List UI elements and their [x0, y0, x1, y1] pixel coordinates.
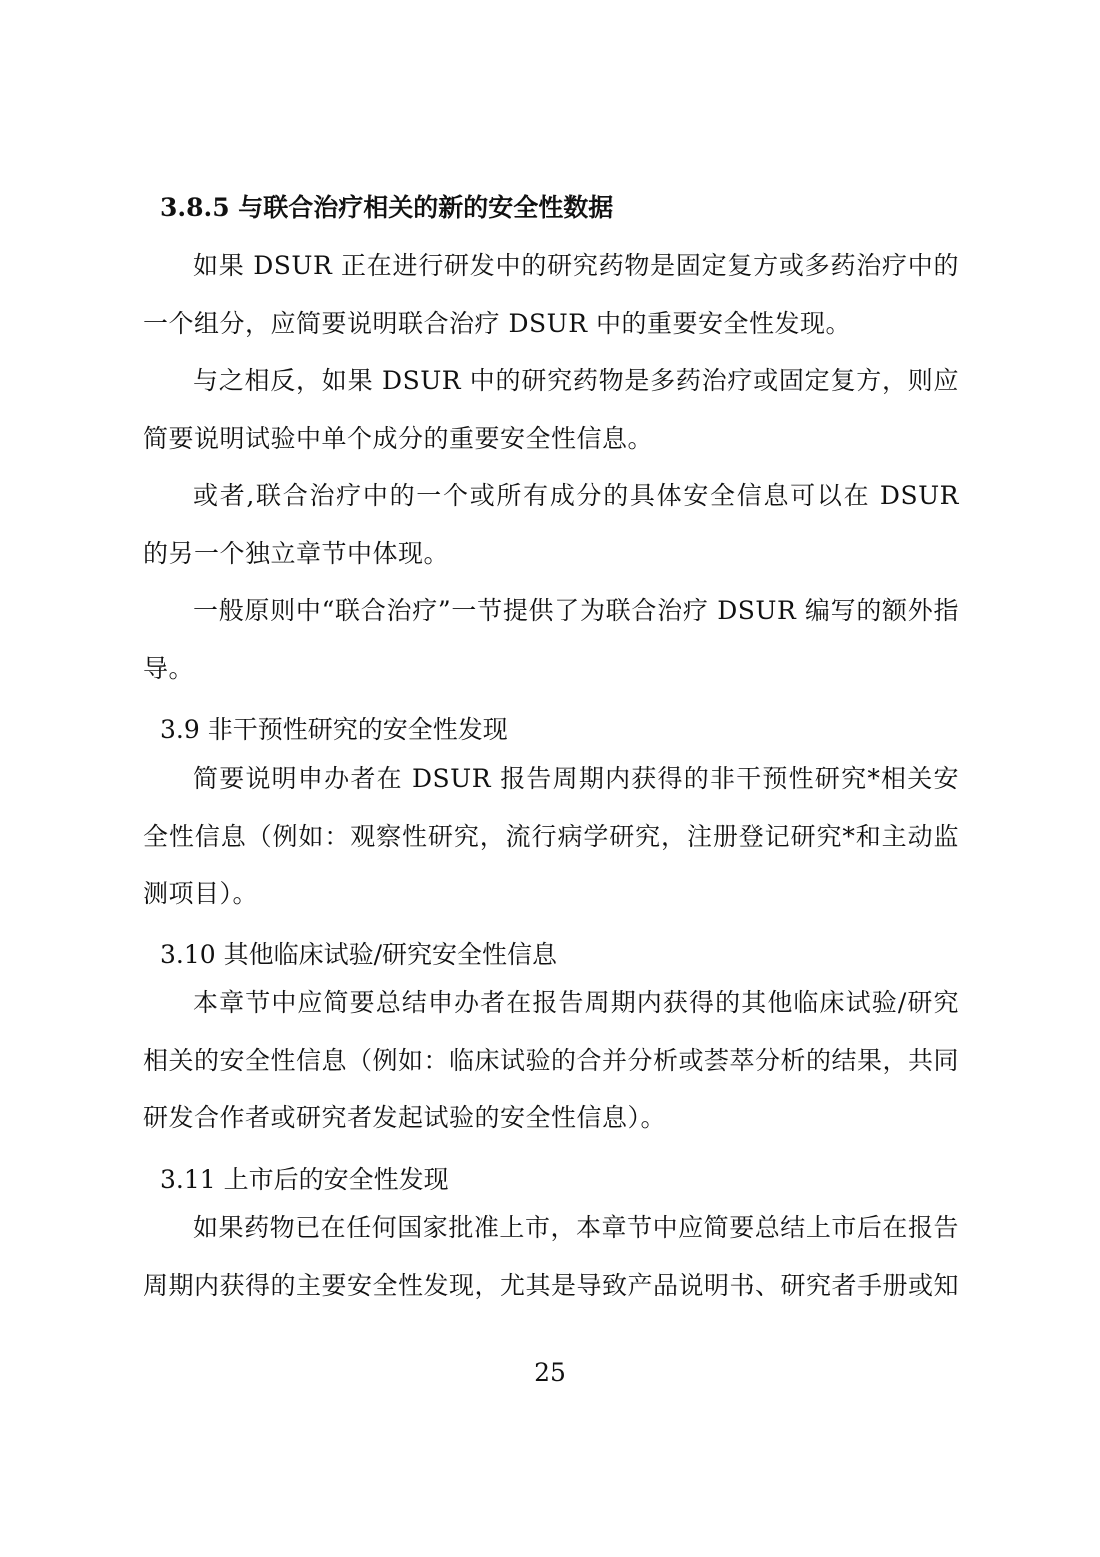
- paragraph: 本章节中应简要总结申办者在报告周期内获得的其他临床试验/研究相关的安全性信息（例如：临床试验的合并分析或荟萃分析的结果，共同研发合作者或研究者发起试验的安全性信息）。: [143, 988, 960, 1132]
- section-heading-3-9: 3.9 非干预性研究的安全性发现: [160, 715, 508, 744]
- paragraph: 如果药物已在任何国家批准上市，本章节中应简要总结上市后在报告周期内获得的主要安全性发现，尤其是导致产品说明书、研究者手册或知: [143, 1213, 960, 1300]
- paragraph: 一般原则中“联合治疗”一节提供了为联合治疗 DSUR 编写的额外指导。: [143, 596, 959, 683]
- page-number: 25: [534, 1358, 566, 1387]
- section-heading-3-11: 3.11 上市后的安全性发现: [160, 1165, 449, 1194]
- paragraph: 简要说明申办者在 DSUR 报告周期内获得的非干预性研究*相关安全性信息（例如：观察性研究，流行病学研究，注册登记研究*和主动监测项目）。: [143, 764, 959, 908]
- paragraph: 或者,联合治疗中的一个或所有成分的具体安全信息可以在 DSUR 的另一个独立章节中体现。: [143, 481, 959, 568]
- paragraph: 如果 DSUR 正在进行研发中的研究药物是固定复方或多药治疗中的一个组分，应简要说明联合治疗 DSUR 中的重要安全性发现。: [143, 251, 959, 338]
- section-heading-3-10: 3.10 其他临床试验/研究安全性信息: [160, 940, 558, 969]
- section-heading-3-8-5: 3.8.5 与联合治疗相关的新的安全性数据: [160, 193, 614, 222]
- paragraph: 与之相反，如果 DSUR 中的研究药物是多药治疗或固定复方，则应简要说明试验中单个成分的重要安全性信息。: [143, 366, 959, 453]
